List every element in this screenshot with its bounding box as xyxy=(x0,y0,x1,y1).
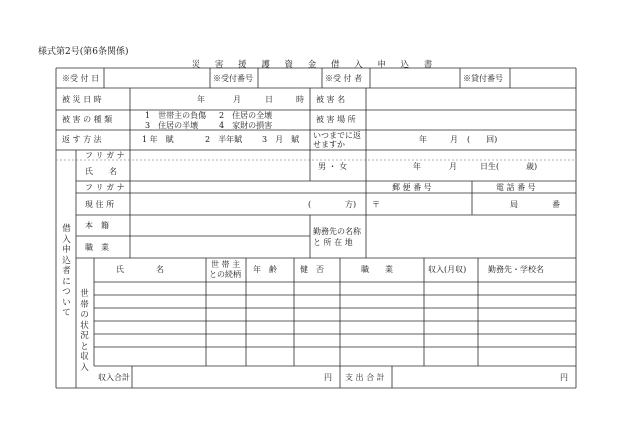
workplace-label-2: と 所 在 地 xyxy=(313,238,353,247)
expense-total-unit: 円 xyxy=(560,373,568,382)
damage-option-2: 2 住居の全壊 xyxy=(219,111,273,120)
repayment-option-2: 2 半年賦 xyxy=(205,135,243,144)
workplace-label-1: 勤務先の名称 xyxy=(313,227,361,236)
repayment-deadline-label-2: せますか xyxy=(313,140,345,149)
form-title: 災 害 援 護 資 金 借 入 申 込 書 xyxy=(191,60,439,70)
expense-total-label: 支 出 合 計 xyxy=(345,373,385,382)
household-col-health: 健 否 xyxy=(300,265,324,274)
address-paren-open: ( xyxy=(308,200,312,209)
damage-option-1: 1 世帯主の負傷 xyxy=(145,111,207,120)
disaster-month: 月 xyxy=(233,95,241,104)
household-col-income: 収入(月収) xyxy=(428,265,467,274)
household-col-name: 氏 名 xyxy=(116,265,164,274)
repayment-month: 月 xyxy=(450,135,458,144)
income-total-unit: 円 xyxy=(324,373,332,382)
disaster-name-label: 被 害 名 xyxy=(316,95,346,104)
repayment-option-3: 3 月 賦 xyxy=(262,135,300,144)
furigana-label-1: フ リ ガ ナ xyxy=(85,151,125,160)
household-col-relation-2: との続柄 xyxy=(209,270,241,279)
household-col-age: 年 齢 xyxy=(253,265,277,274)
domicile-label: 本 籍 xyxy=(85,221,109,230)
household-col-occupation: 職 業 xyxy=(361,265,393,274)
household-col-workplace: 勤務先・学校名 xyxy=(488,265,544,274)
income-total-label: 収入合計 xyxy=(98,373,130,382)
loan-no-label: ※貸付番号 xyxy=(463,74,503,83)
household-col-relation-1: 世 帯 主 xyxy=(211,260,241,269)
disaster-year: 年 xyxy=(197,95,205,104)
disaster-date-label: 被 災 日 時 xyxy=(62,95,102,104)
damage-place-label: 被 害 場 所 xyxy=(316,115,356,124)
damage-option-4: 4 家財の損害 xyxy=(219,121,273,130)
furigana-label-2: フ リ ガ ナ xyxy=(85,183,125,192)
receiver-label: ※受 付 者 xyxy=(325,74,363,83)
received-no-label: ※受付番号 xyxy=(213,74,253,83)
address-label: 現 住 所 xyxy=(85,200,115,209)
occupation-label: 職 業 xyxy=(85,243,109,252)
dob-age: 歳) xyxy=(526,162,538,171)
dob-year: 年 xyxy=(413,162,421,171)
repayment-option-1: 1 年 賦 xyxy=(142,135,174,144)
received-date-label: ※受 付 日 xyxy=(62,74,100,83)
applicant-section-label: 借入申込者について xyxy=(62,224,71,318)
dob-day: 日生( xyxy=(480,162,500,171)
gender-options: 男 ・ 女 xyxy=(318,162,348,171)
disaster-hour: 時 xyxy=(296,95,304,104)
phone-exchange: 局 xyxy=(510,200,518,209)
repayment-times: ( 回) xyxy=(467,135,498,144)
phone-number: 番 xyxy=(552,200,560,209)
repayment-year: 年 xyxy=(419,135,427,144)
form-number: 様式第2号(第6条関係) xyxy=(38,47,129,57)
repayment-deadline-label-1: いつまでに返 xyxy=(313,131,361,140)
phone-label: 電 話 番 号 xyxy=(496,183,536,192)
repayment-method-label: 返 す 方 法 xyxy=(62,135,102,144)
damage-option-3: 3 住居の半壊 xyxy=(145,121,199,130)
postal-code-label: 郵 便 番 号 xyxy=(392,183,432,192)
dob-month: 月 xyxy=(449,162,457,171)
applicant-name-label: 氏 名 xyxy=(85,167,117,176)
damage-type-label: 被 害 の 種 類 xyxy=(62,115,113,124)
household-section-label: 世帯の状況と収入 xyxy=(80,289,89,373)
address-paren-close: 方) xyxy=(345,200,357,209)
postal-mark: 〒 xyxy=(372,200,380,209)
disaster-day: 日 xyxy=(265,95,273,104)
